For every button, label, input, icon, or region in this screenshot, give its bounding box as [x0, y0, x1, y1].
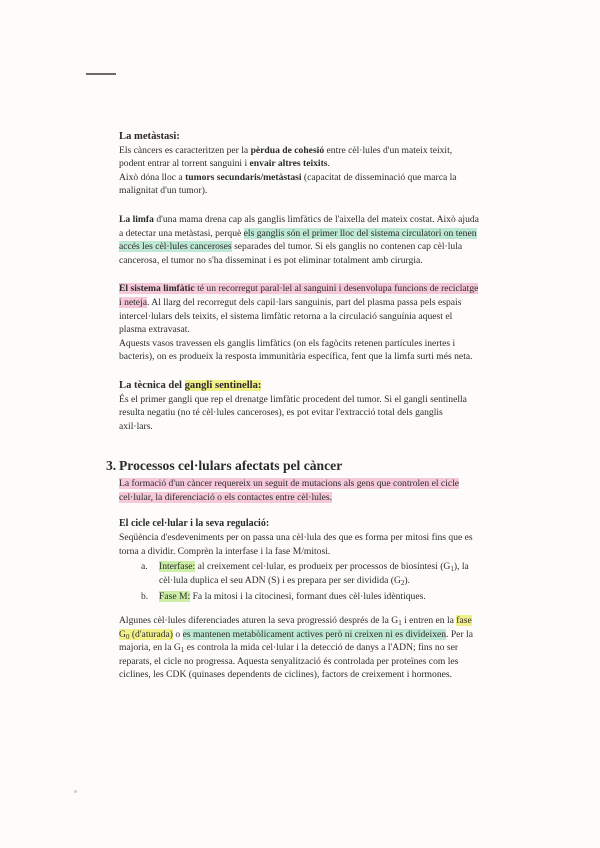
cicle-phase-list: [119, 560, 479, 604]
section-title-metastasi: La metàstasi:: [119, 131, 180, 142]
highlight-fase-m: Fase M:: [159, 591, 191, 603]
page-content: [106, 130, 479, 682]
section-tecnica: [119, 379, 479, 433]
highlight-chapter-intro: La formació d'un càncer requereix un seguit de mutacions als gens que controlen el cicle cel·lular, la diferenciació o els contactes entre cèl·lules.: [119, 478, 460, 503]
paragraph-sistema-2: Aquests vasos travessen els ganglis limfàtics (on els fagòcits retenen partícules inertes i bacteris), on es produeix la resposta immunitària específica, fent que la limfa surti més neta.: [119, 337, 473, 363]
paragraph-limfa: La limfa d'una mama drena cap als ganglis limfàtics de l'aixella del mateix costat. Això ajuda a detectar una metàstasi, perquè els ganglis són el primer lloc del sistema circulatori on tenen accés les cèl·lules canceroses separades del tumor. Si els ganglis no contenen cap cèl·lula cancerosa, el tumor no s'ha disseminat i es pot eliminar totalment amb cirurgia.: [119, 213, 479, 266]
highlight-interfase: Interfase:: [159, 561, 196, 573]
highlight-metabolicament-actives: es mantenen metabòlicament actives però ni creixen ni es divideixen: [182, 628, 447, 640]
chapter-number: 3.: [106, 458, 117, 474]
page-mark: [86, 73, 116, 75]
highlight-sistema-limfatic: El sistema limfàtic té un recorregut paral·lel al sanguini i desenvolupa funcions de reciclatge i neteja: [119, 283, 479, 308]
paragraph-cicle-1: Seqüència d'esdeveniments per on passa una cèl·lula des que es forma per mitosi fins que es torna a dividir. Comprèn la interfase i la fase M/mitosi.: [119, 532, 473, 557]
chapter-title: Processos cel·lulars afectats pel càncer: [119, 458, 343, 474]
list-item: b. Fase M: Fa la mitosi i la citocinesi, formant dues cèl·lules idèntiques.: [141, 591, 426, 603]
paragraph-tecnica: És el primer gangli que rep el drenatge limfàtic procedent del tumor. Si el gangli sentinella resulta negatiu (no té cèl·lules canceroses), es pot evitar l'extracció total dels ganglis axil·lars.: [119, 393, 467, 432]
subsection-title-cicle: El cicle cel·lular i la seva regulació:: [119, 518, 270, 530]
section-sistema-limfatic: [119, 282, 479, 364]
paragraph-cicle-2: Algunes cèl·lules diferenciades aturen la seva progressió després de la $G_1$ i entren en la fase $G_0$ (d'aturada) o es mantenen metabòlicament actives però ni creixen ni es divideixen. Per la majoria, en la $G_1$ es controla la mida cel·lular i la detecció de danys a l'ADN; fins no ser reparats, el cicle no progressa. Aquesta senyalització és controlada per proteïnes com les ciclines, les CDK (quinases dependents de ciclines), factors de creixement i hormones.: [119, 615, 473, 681]
section-limfa: [119, 213, 479, 267]
list-item: a. Interfase: al creixement cel·lular, es produeix per processos de biosíntesi $(G_1)$, la cèl·lula duplica el seu ADN (S) i es prepara per ser dividida $(G_2)$.: [141, 561, 469, 587]
chapter-intro: [119, 477, 479, 504]
highlight-ganglis: els ganglis són el primer lloc del sistema circulatori on tenen accés les cèl·lules canceroses: [119, 227, 477, 253]
highlight-fase-g0: fase $G_0$ (d'aturada): [119, 615, 472, 641]
section-metastasi: [119, 130, 479, 198]
highlight-gangli-sentinella: gangli sentinella:: [184, 379, 262, 391]
paragraph-sistema-1: El sistema limfàtic té un recorregut paral·lel al sanguini i desenvolupa funcions de reciclatge i neteja. Al llarg del recorregut dels capil·lars sanguinis, part del plasma passa pels espais intercel·lulars dels teixits, el sistema limfàtic retorna a la circulació sanguínia aquest el plasma extravasat.: [119, 283, 479, 336]
scan-speck: [74, 790, 77, 793]
paragraph-metastasi-2: Això dóna lloc a tumors secundaris/metàstasi (capacitat de disseminació que marca la malignitat d'un tumor).: [119, 171, 457, 197]
paragraph-metastasi-1: Els càncers es caracteritzen per la pèrdua de cohesió entre cèl·lules d'un mateix teixit, podent entrar al torrent sanguini i envair altres teixits.: [119, 144, 453, 170]
section-title-tecnica: La tècnica del gangli sentinella:: [119, 379, 262, 391]
chapter-heading: [106, 457, 479, 475]
